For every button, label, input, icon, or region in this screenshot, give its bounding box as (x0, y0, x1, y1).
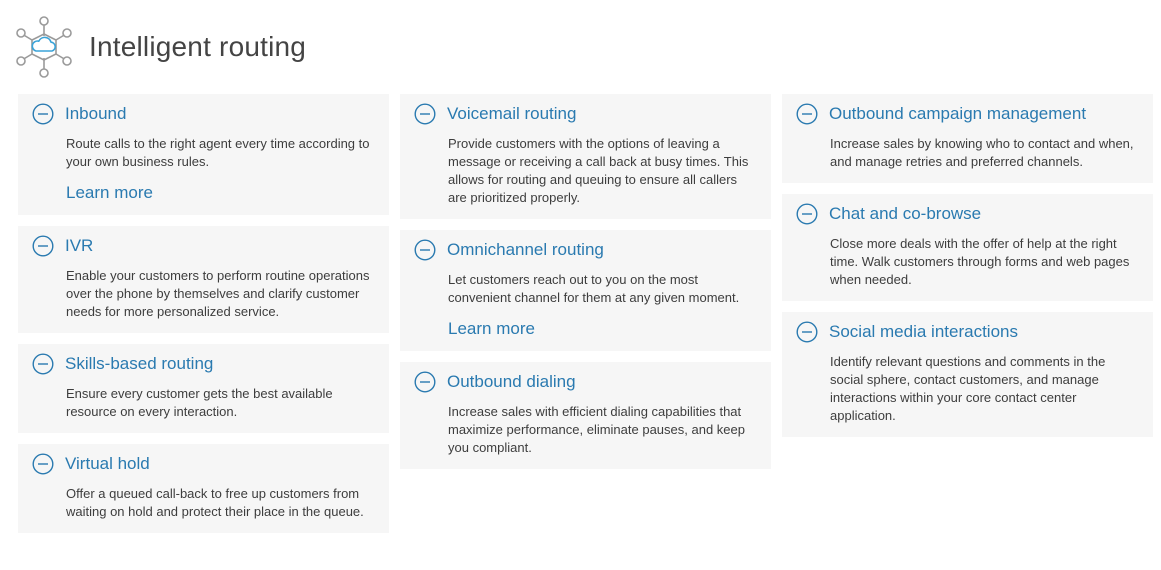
card-description: Identify relevant questions and comments in the social sphere, contact customers, and manage interactions within your core contact center application. (830, 354, 1106, 423)
card-header[interactable] (32, 104, 377, 124)
collapse-minus-icon[interactable] (414, 239, 436, 261)
collapse-minus-icon[interactable] (32, 103, 54, 125)
card-description: Enable your customers to perform routine operations over the phone by themselves and clarify customer needs for more personalized service. (66, 268, 370, 319)
feature-card-inbound (18, 94, 389, 215)
card-description: Increase sales with efficient dialing capabilities that maximize performance, eliminate pauses, and keep you compliant. (448, 404, 745, 455)
collapse-minus-icon[interactable] (32, 453, 54, 475)
card-title: Social media interactions (829, 322, 1018, 341)
collapse-minus-icon[interactable] (414, 371, 436, 393)
card-description: Let customers reach out to you on the most convenient channel for them at any given moment. (448, 272, 740, 305)
card-header[interactable] (414, 372, 759, 392)
card-title: Inbound (65, 104, 127, 123)
card-header[interactable] (32, 236, 377, 256)
card-header[interactable] (414, 240, 759, 260)
card-title: Skills-based routing (65, 354, 214, 373)
card-description: Ensure every customer gets the best available resource on every interaction. (66, 386, 333, 419)
card-header[interactable] (32, 354, 377, 374)
card-description: Increase sales by knowing who to contact and when, and manage retries and preferred channels. (830, 136, 1134, 169)
learn-more-link[interactable]: Learn more (66, 183, 153, 202)
feature-card-skills-based-routing (18, 344, 389, 433)
network-cloud-icon (16, 16, 72, 78)
card-title: IVR (65, 236, 94, 255)
collapse-minus-icon[interactable] (32, 235, 54, 257)
card-description: Provide customers with the options of leaving a message or receiving a call back at busy times. This allows for routing and queuing to ensure all callers are prioritized properly. (448, 136, 749, 205)
collapse-minus-icon[interactable] (32, 353, 54, 375)
card-title: Outbound dialing (447, 372, 576, 391)
feature-card-chat-and-co-browse (782, 194, 1153, 301)
card-title: Outbound campaign management (829, 104, 1087, 123)
feature-column-1 (18, 94, 389, 544)
feature-column-3 (782, 94, 1153, 448)
card-title: Voicemail routing (447, 104, 577, 123)
feature-column-2 (400, 94, 771, 480)
collapse-minus-icon[interactable] (796, 103, 818, 125)
feature-card-omnichannel-routing (400, 230, 771, 351)
card-header[interactable] (796, 104, 1141, 124)
feature-card-ivr (18, 226, 389, 333)
card-header[interactable] (796, 322, 1141, 342)
page-title: Intelligent routing (89, 31, 307, 62)
card-description: Offer a queued call-back to free up customers from waiting on hold and protect their place in the queue. (66, 486, 364, 519)
card-title: Chat and co-browse (829, 204, 982, 223)
card-title: Virtual hold (65, 454, 150, 473)
feature-card-outbound-campaign-management (782, 94, 1153, 183)
collapse-minus-icon[interactable] (796, 203, 818, 225)
card-header[interactable] (796, 204, 1141, 224)
feature-card-virtual-hold (18, 444, 389, 533)
learn-more-link[interactable]: Learn more (448, 319, 535, 338)
card-title: Omnichannel routing (447, 240, 604, 259)
card-header[interactable] (414, 104, 759, 124)
feature-card-social-media-interactions (782, 312, 1153, 437)
feature-card-voicemail-routing (400, 94, 771, 219)
card-description: Close more deals with the offer of help at the right time. Walk customers through forms and web pages when needed. (830, 236, 1130, 287)
feature-card-outbound-dialing (400, 362, 771, 469)
card-header[interactable] (32, 454, 377, 474)
card-description: Route calls to the right agent every time according to your own business rules. (66, 136, 370, 169)
collapse-minus-icon[interactable] (414, 103, 436, 125)
page-header (16, 16, 306, 78)
collapse-minus-icon[interactable] (796, 321, 818, 343)
